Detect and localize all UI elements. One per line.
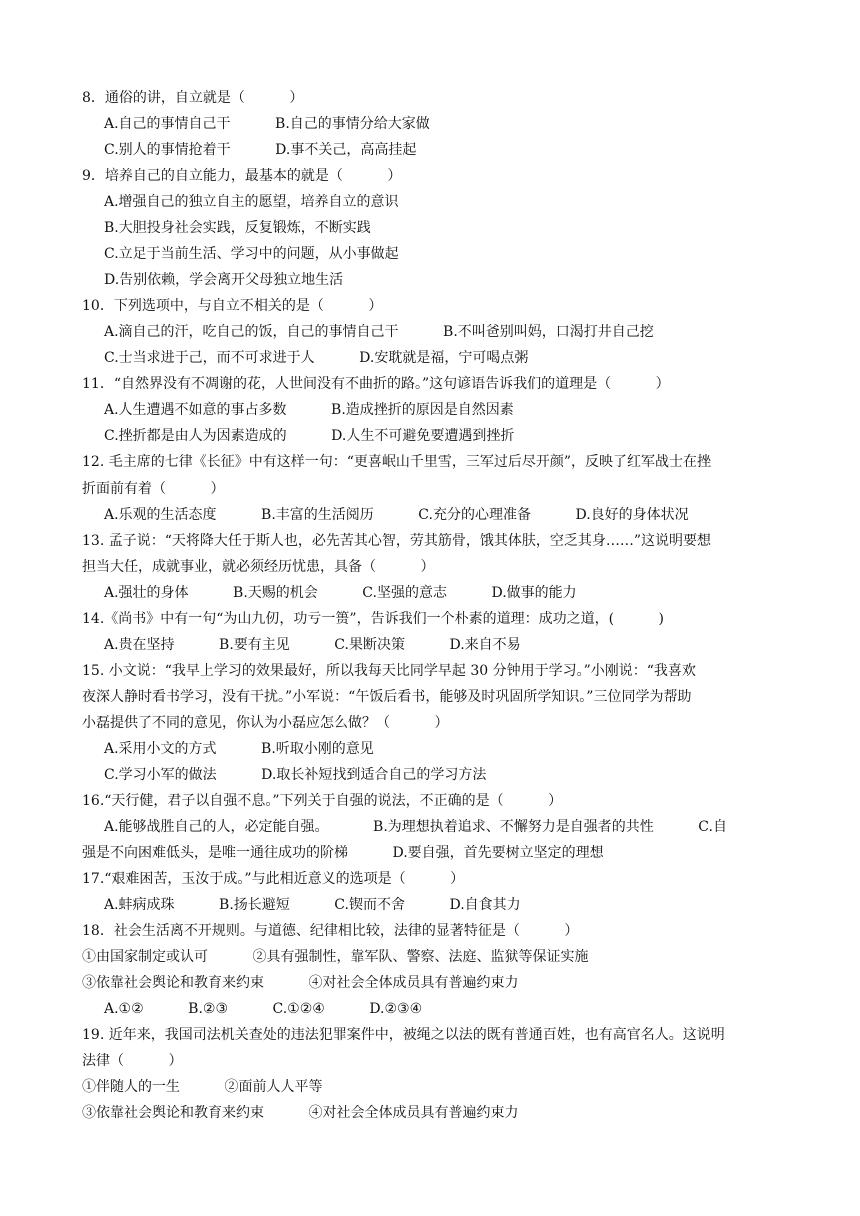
answer-options: A.①② B.②③ C.①②④ D.②③④ <box>104 1001 423 1018</box>
question-stem: 8．通俗的讲，自立就是（ ） <box>82 90 304 106</box>
answer-options: C.挫折都是由人为因素造成的 D.人生不可避免要遭遇到挫折 <box>104 428 515 445</box>
answer-options: A.强壮的身体 B.天赐的机会 C.坚强的意志 D.做事的能力 <box>104 584 577 601</box>
answer-options: A.贵在坚持 B.要有主见 C.果断决策 D.来自不易 <box>104 636 521 653</box>
question-stem: 16.“天行健，君子以自强不息。”下列关于自强的说法，不正确的是（ ） <box>82 792 563 809</box>
question-stem: 13. 孟子说：“天将降大任于斯人也，必先苦其心智，劳其筋骨，饿其体肤，空乏其身……”这说明要想 <box>82 532 712 549</box>
answer-options: A.采用小文的方式 B.听取小刚的意见 <box>104 740 374 757</box>
answer-options: A.蚌病成珠 B.扬长避短 C.锲而不舍 D.自食其力 <box>104 896 521 913</box>
answer-options: A.自己的事情自己干 B.自己的事情分给大家做 <box>104 116 430 132</box>
statement-options: ①由国家制定或认可 ②具有强制性，靠军队、警察、法庭、监狱等保证实施 <box>82 949 589 965</box>
question-continuation: 强是不向困难低头，是唯一通往成功的阶梯 D.要自强，首先要树立坚定的理想 <box>82 844 604 861</box>
question-stem: 12. 毛主席的七律《长征》中有这样一句：“更喜岷山千里雪，三军过后尽开颜”，反映了红军战士在挫 <box>82 454 712 471</box>
statement-options: ③依靠社会舆论和教育来约束 ④对社会全体成员具有普遍约束力 <box>82 975 519 991</box>
answer-options: A.乐观的生活态度 B.丰富的生活阅历 C.充分的心理准备 D.良好的身体状况 <box>104 506 689 523</box>
answer-options: A.能够战胜自己的人，必定能自强。 B.为理想执着追求、不懈努力是自强者的共性 C.自 <box>104 818 727 835</box>
answer-options: B.大胆投身社会实践，反复锻炼，不断实践 <box>104 220 371 237</box>
question-continuation: 法律（ ） <box>82 1053 183 1070</box>
statement-options: ①伴随人的一生 ②面前人人平等 <box>82 1079 323 1096</box>
question-continuation: 小磊提供了不同的意见，你认为小磊应怎么做？（ ） <box>82 714 449 731</box>
question-stem: 15. 小文说：“我早上学习的效果最好，所以我每天比同学早起 30 分钟用于学习。”小刚说：“我喜欢 <box>82 662 696 679</box>
question-stem: 11．“自然界没有不凋谢的花，人世间没有不曲折的路。”这句谚语告诉我们的道理是（ ） <box>82 376 670 393</box>
question-stem: 9．培养自己的自立能力，最基本的就是（ ） <box>82 168 402 185</box>
question-stem: 14.《尚书》中有一句“为山九仞，功亏一篑”，告诉我们一个朴素的道理：成功之道，( ) <box>82 610 665 627</box>
question-stem: 17.“艰难困苦，玉汝于成。”与此相近意义的选项是（ ） <box>82 870 465 887</box>
answer-options: A.人生遭遇不如意的事占多数 B.造成挫折的原因是自然因素 <box>104 402 514 419</box>
answer-options: C.别人的事情抢着干 D.事不关己，高高挂起 <box>104 142 417 159</box>
statement-options: ③依靠社会舆论和教育来约束 ④对社会全体成员具有普遍约束力 <box>82 1105 519 1122</box>
question-continuation: 担当大任，成就事业，就必须经历忧患，具备（ ） <box>82 558 435 575</box>
answer-options: C.士当求进于己，而不可求进于人 D.安耽就是福，宁可喝点粥 <box>104 350 529 367</box>
answer-options: C.学习小军的做法 D.取长补短找到适合自己的学习方法 <box>104 766 487 783</box>
question-continuation: 折面前有着（ ） <box>82 480 225 497</box>
answer-options: C.立足于当前生活、学习中的问题，从小事做起 <box>104 246 399 263</box>
question-continuation: 夜深人静时看书学习，没有干扰。”小军说：“午饭后看书，能够及时巩固所学知识。”三位同学为帮助 <box>82 688 692 705</box>
answer-options: A.增强自己的独立自主的愿望，培养自立的意识 <box>104 194 399 211</box>
question-stem: 10．下列选项中，与自立不相关的是（ ） <box>82 298 383 315</box>
question-stem: 19. 近年来，我国司法机关查处的违法犯罪案件中，被绳之以法的既有普通百姓，也有高官名人。这说明 <box>82 1027 725 1044</box>
answer-options: A.滴自己的汗，吃自己的饭，自己的事情自己干 B.不叫爸别叫妈，口渴打井自己挖 <box>104 324 654 341</box>
answer-options: D.告别依赖，学会离开父母独立地生活 <box>104 272 344 289</box>
question-stem: 18．社会生活离不开规则。与道德、纪律相比较，法律的显著特征是（ ） <box>82 923 579 939</box>
